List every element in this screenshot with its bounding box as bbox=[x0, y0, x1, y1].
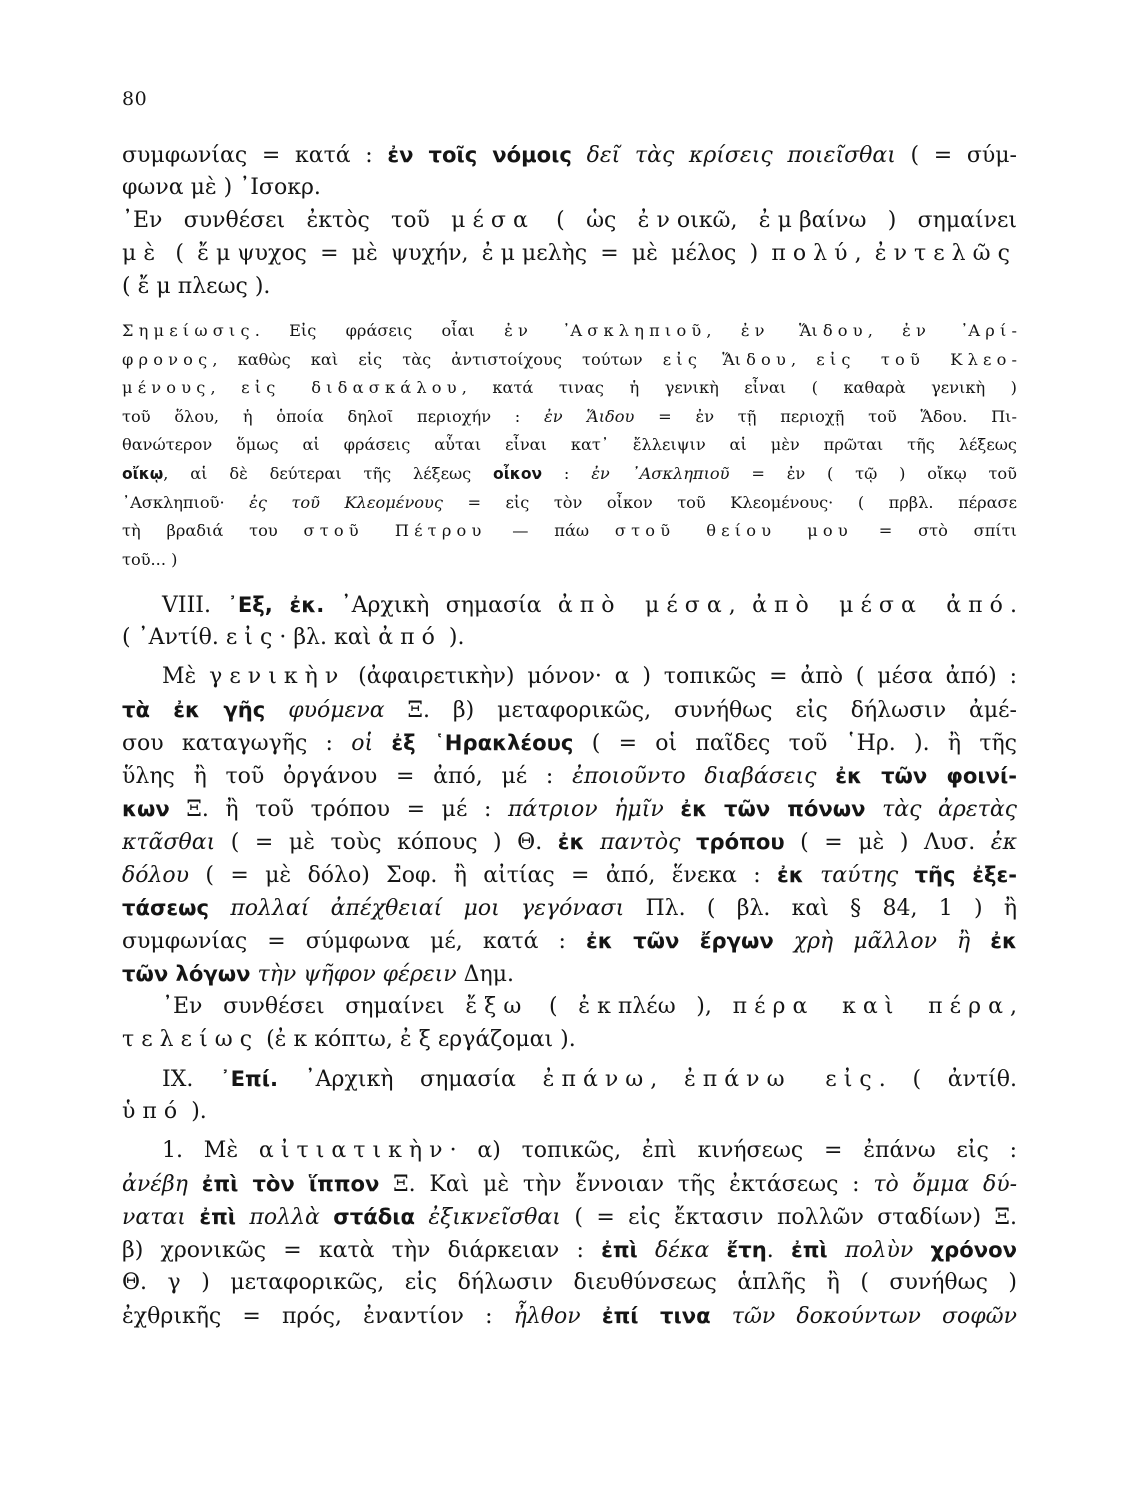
section-heading: IX. ᾽Επί. ᾽Αρχικὴ σημασία ἐπάνω, ἐπάνω εἰς. ( ἀντίθ. bbox=[162, 1066, 1017, 1093]
note-line: ᾽Ασκληπιοῦ· ἐς τοῦ Κλεομένους = εἰς τὸν οἶκον τοῦ Κλεομένους· ( πρβλ. πέρασε bbox=[122, 492, 1017, 512]
text-line: β) χρονικῶς = κατὰ τὴν διάρκειαν : ἐπὶ δέκα ἔτη. ἐπὶ πολὺν χρόνον bbox=[122, 1237, 1017, 1264]
text-body bbox=[122, 138, 1017, 1332]
text-line: ναται ἐπὶ πολλὰ στάδια ἐξικνεῖσθαι ( = εἰς ἔκτασιν πολλῶν σταδίων) Ξ. bbox=[122, 1204, 1017, 1231]
text-line: ᾽Εν συνθέσει σημαίνει ἔξω ( ἐκπλέω ), πέρα καὶ πέρα, bbox=[162, 994, 1017, 1020]
text-line: τάσεως πολλαί ἀπέχθειαί μοι γεγόνασι Πλ. ( βλ. καὶ § 84, 1 ) ἢ bbox=[122, 895, 1017, 922]
text-line: τὰ ἐκ γῆς φυόμενα Ξ. β) μεταφορικῶς, συνήθως εἰς δήλωσιν ἀμέ- bbox=[122, 697, 1017, 724]
text-line: ἐχθρικῆς = πρός, ἐναντίον : ἦλθον ἐπί τινα τῶν δοκούντων σοφῶν bbox=[122, 1303, 1017, 1330]
note-line: φρονος, καθὼς καὶ εἰς τὰς ἀντιστοίχους τούτων εἰς Ἅιδου, εἰς τοῦ Κλεο- bbox=[122, 349, 1017, 369]
text-line: 1. Μὲ αἰτιατικὴν· α) τοπικῶς, ἐπὶ κινήσεως = ἐπάνω εἰς : bbox=[162, 1138, 1017, 1164]
note-line: οἴκῳ, αἱ δὲ δεύτεραι τῆς λέξεως οἶκον : ἐν ᾽Ασκληπιοῦ = ἐν ( τῷ ) οἴκῳ τοῦ bbox=[122, 463, 1017, 483]
text-line: ὕλης ἢ τοῦ ὀργάνου = ἀπό, μέ : ἐποιοῦντο διαβάσεις ἐκ τῶν φοινί- bbox=[122, 763, 1017, 790]
text-line: ὑπό ). bbox=[122, 1099, 207, 1125]
text-line: Μὲ γενικὴν (ἀφαιρετικὴν) μόνον· α ) τοπικῶς = ἀπὸ ( μέσα ἀπό) : bbox=[162, 664, 1017, 690]
text-line: ἀνέβη ἐπὶ τὸν ἵππον Ξ. Καὶ μὲ τὴν ἔννοιαν τῆς ἐκτάσεως : τὸ ὄμμα δύ- bbox=[122, 1171, 1017, 1198]
note-line: τοῦ ὅλου, ἡ ὁποία δηλοῖ περιοχήν : ἐν Ἅιδου = ἐν τῇ περιοχῇ τοῦ Ἅδου. Πι- bbox=[122, 406, 1017, 426]
para-2 bbox=[122, 204, 1017, 303]
text-line: συμφωνίας = κατά : ἐν τοῖς νόμοις δεῖ τὰς κρίσεις ποιεῖσθαι ( = σύμ- bbox=[122, 142, 1017, 168]
text-line: σου καταγωγῆς : οἱ ἐξ ῾Ηρακλέους ( = οἱ παῖδες τοῦ ῾Ηρ. ). ἢ τῆς bbox=[122, 730, 1017, 757]
para-1 bbox=[122, 138, 1017, 204]
text-line: Θ. γ ) μεταφορικῶς, εἰς δήλωσιν διευθύνσεως ἁπλῆς ἢ ( συνήθως ) bbox=[122, 1270, 1017, 1296]
section-viii bbox=[122, 588, 1017, 1056]
text-line: δόλου ( = μὲ δόλο) Σοφ. ἢ αἰτίας = ἀπό, ἕνεκα : ἐκ ταύτης τῆς ἐξε- bbox=[122, 862, 1017, 889]
section-heading: VIII. ᾽Εξ, ἐκ. ᾽Αρχικὴ σημασία ἀπὸ μέσα, ἀπὸ μέσα ἀπό. bbox=[162, 592, 1017, 619]
text-line: τελείως (ἐκκόπτω, ἐξεργάζομαι ). bbox=[122, 1027, 576, 1053]
text-line: κων Ξ. ἢ τοῦ τρόπου = μέ : πάτριον ἡμῖν ἐκ τῶν πόνων τὰς ἀρετὰς bbox=[122, 796, 1017, 823]
text-line: ( ἔμπλεως ). bbox=[122, 274, 271, 299]
note-line: τὴ βραδιά του στοῦ Πέτρου — πάω στοῦ θείου μου = στὸ σπίτι bbox=[122, 521, 1017, 541]
text-line: ᾽Εν συνθέσει ἐκτὸς τοῦ μέσα ( ὡς ἐνοικῶ, ἐμβαίνω ) σημαίνει bbox=[122, 208, 1017, 233]
note-line: θανώτερον ὅμως αἱ φράσεις αὗται εἶναι κατ᾽ ἔλλειψιν αἱ μὲν πρῶται τῆς λέξεως bbox=[122, 435, 1017, 455]
footnote-block bbox=[122, 317, 1017, 574]
text-line: κτᾶσθαι ( = μὲ τοὺς κόπους ) Θ. ἐκ παντὸς τρόπου ( = μὲ ) Λυσ. ἐκ bbox=[122, 829, 1017, 856]
page-number: 80 bbox=[122, 88, 148, 110]
note-line: τοῦ... ) bbox=[122, 549, 178, 569]
text-line: φωνα μὲ ) ᾽Ισοκρ. bbox=[122, 175, 321, 200]
text-line: συμφωνίας = σύμφωνα μέ, κατά : ἐκ τῶν ἔργων χρὴ μᾶλλον ἢ ἐκ bbox=[122, 928, 1017, 955]
note-line: μένους, εἰς διδασκάλου, κατά τινας ἡ γενικὴ εἶναι ( καθαρὰ γενικὴ ) bbox=[122, 378, 1017, 398]
text-line: τῶν λόγων τὴν ψῆφον φέρειν Δημ. bbox=[122, 961, 514, 988]
section-ix bbox=[122, 1062, 1017, 1332]
text-line: μὲ ( ἔμψυχος = μὲ ψυχήν, ἐμμελὴς = μὲ μέλος ) πολύ, ἐντελῶς bbox=[122, 241, 1017, 266]
note-line: Σημείωσις. Εἰς φράσεις οἷαι ἐν ᾽Ασκληπιοῦ, ἐν Ἅιδου, ἐν ᾽Αρί- bbox=[122, 321, 1017, 340]
text-line: ( ᾽Αντίθ. εἰς· βλ. καὶ ἀπό ). bbox=[122, 625, 465, 651]
